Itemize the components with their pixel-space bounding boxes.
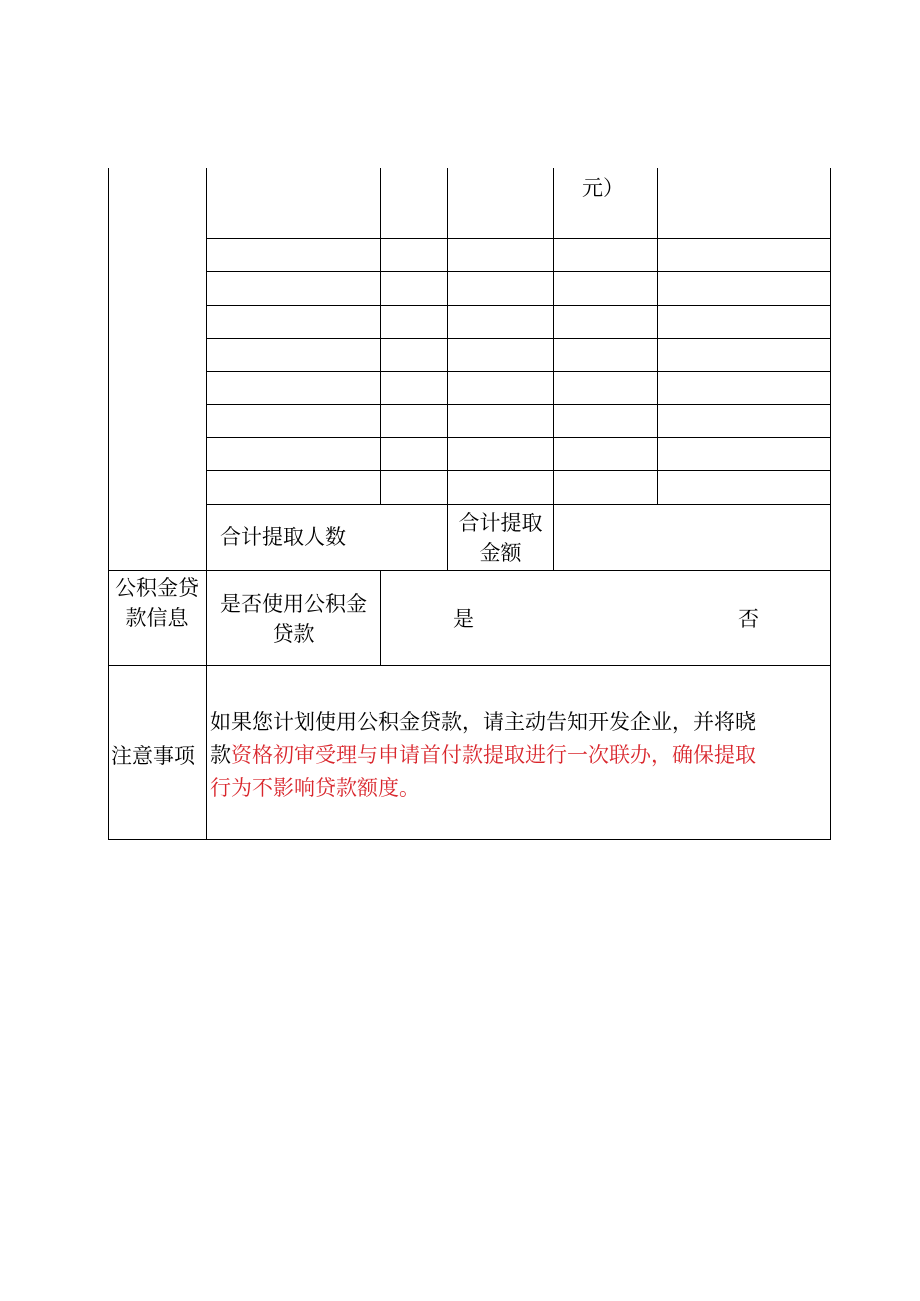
total-amount-label-line1: 合计提取 bbox=[458, 511, 543, 535]
option-yes[interactable]: 是 bbox=[453, 607, 474, 631]
border-col-2b bbox=[380, 570, 381, 666]
notes-line-3: 行为不影响贷款额度。 bbox=[210, 776, 420, 800]
row-line bbox=[206, 238, 831, 239]
row-line bbox=[206, 338, 831, 339]
row-line bbox=[206, 437, 831, 438]
use-loan-question-line2: 贷款 bbox=[272, 622, 315, 646]
section-line bbox=[108, 570, 831, 571]
notes-line-2 bbox=[210, 739, 822, 772]
row-line bbox=[206, 504, 831, 505]
notes-label: 注意事项 bbox=[111, 744, 195, 768]
total-amount-label-line2: 金额 bbox=[479, 541, 522, 565]
notes-line-1: 如果您计划使用公积金贷款，请主动告知开发企业，并将晓 bbox=[210, 710, 756, 734]
loan-section-label bbox=[108, 573, 206, 633]
border-col-5 bbox=[657, 168, 658, 504]
section-line bbox=[108, 665, 831, 666]
notes-line-2-black: 款 bbox=[210, 743, 231, 767]
border-col-4 bbox=[553, 168, 554, 570]
option-no[interactable]: 否 bbox=[738, 607, 759, 631]
row-line bbox=[206, 305, 831, 306]
loan-section-label-line2: 款信息 bbox=[125, 606, 189, 630]
total-count-label: 合计提取人数 bbox=[220, 525, 346, 549]
row-line bbox=[206, 404, 831, 405]
use-loan-question-line1: 是否使用公积金 bbox=[220, 592, 367, 616]
row-line bbox=[206, 271, 831, 272]
notes-text bbox=[210, 706, 822, 805]
notes-line-2-red: 资格初审受理与申请首付款提取进行一次联办，确保提取 bbox=[231, 743, 756, 767]
border-col-2 bbox=[380, 168, 381, 504]
border-bottom bbox=[108, 839, 831, 840]
row-line bbox=[206, 470, 831, 471]
use-loan-question bbox=[207, 589, 380, 649]
total-amount-label bbox=[448, 508, 553, 568]
unit-fragment: 元） bbox=[582, 176, 624, 200]
row-line bbox=[206, 371, 831, 372]
loan-section-label-line1: 公积金贷 bbox=[115, 576, 199, 600]
border-left bbox=[108, 168, 109, 840]
